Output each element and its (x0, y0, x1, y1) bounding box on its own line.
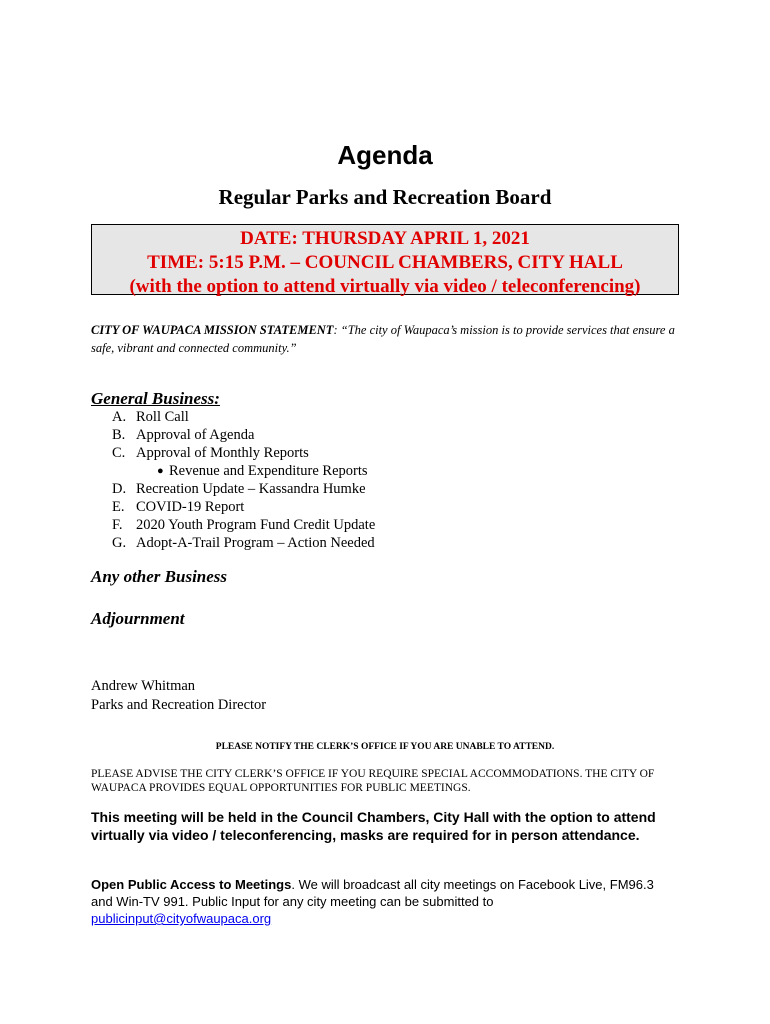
notify-clerk-notice: PLEASE NOTIFY THE CLERK’S OFFICE IF YOU ARE UNABLE TO ATTEND. (215, 742, 555, 752)
item-letter: F. (112, 517, 123, 533)
meeting-virtual-note: (with the option to attend virtually via video / teleconferencing) (129, 276, 641, 297)
item-text: Revenue and Expenditure Reports (169, 463, 368, 479)
item-letter: C. (112, 445, 126, 461)
item-text: COVID-19 Report (136, 499, 245, 515)
item-letter: A. (112, 409, 127, 425)
list-item (112, 426, 672, 444)
agenda-list (112, 408, 672, 552)
item-letter: E. (112, 499, 125, 515)
bullet-icon: ● (157, 465, 164, 477)
list-item (112, 444, 672, 462)
mission-label: CITY OF WAUPACA MISSION STATEMENT (91, 323, 334, 337)
page-title: Agenda (337, 140, 433, 170)
meeting-info-box (91, 224, 679, 295)
list-item (112, 534, 672, 552)
meeting-location-notice: This meeting will be held in the Council Chambers, City Hall with the option to attend virtually via video / teleconferencing, masks are required for in person attendance. (91, 809, 656, 843)
signer-name: Andrew Whitman (91, 678, 196, 694)
general-business-heading: General Business: (91, 389, 220, 408)
meeting-date: DATE: THURSDAY APRIL 1, 2021 (240, 228, 530, 249)
item-text: Adopt-A-Trail Program – Action Needed (136, 535, 375, 551)
item-letter: G. (112, 535, 127, 551)
list-item (112, 498, 672, 516)
item-text: Approval of Agenda (136, 427, 255, 443)
signer-role: Parks and Recreation Director (91, 697, 267, 713)
public-access-notice (91, 876, 671, 927)
public-access-label: Open Public Access to Meetings (91, 877, 292, 892)
meeting-time: TIME: 5:15 P.M. – COUNCIL CHAMBERS, CITY HALL (147, 252, 623, 273)
list-item (112, 408, 672, 426)
item-text: 2020 Youth Program Fund Credit Update (136, 517, 376, 533)
item-letter: D. (112, 481, 127, 497)
item-text: Roll Call (136, 409, 189, 425)
public-input-email-link[interactable]: publicinput@cityofwaupaca.org (91, 911, 272, 926)
adjournment-heading: Adjournment (91, 609, 185, 628)
other-business-heading: Any other Business (91, 567, 228, 586)
sub-list-item (112, 462, 672, 480)
board-subtitle: Regular Parks and Recreation Board (218, 185, 552, 209)
item-letter: B. (112, 427, 126, 443)
list-item (112, 516, 672, 534)
item-text: Approval of Monthly Reports (136, 445, 309, 461)
public-access-text: . We will broadcast all city meetings on Facebook Live, FM96.3 and Win-TV 991. Public Input for any city meeting can be submitted to (91, 877, 654, 909)
mission-text: : “The city of Waupaca’s mission is to provide services that ensure a safe, vibrant and connected community.” (91, 323, 675, 355)
mission-statement (91, 321, 691, 357)
list-item (112, 480, 672, 498)
item-text: Recreation Update – Kassandra Humke (136, 481, 366, 497)
signature-block (91, 677, 266, 715)
accommodations-notice: PLEASE ADVISE THE CITY CLERK’S OFFICE IF YOU REQUIRE SPECIAL ACCOMMODATIONS. THE CITY OF WAUPACA PROVIDES EQUAL OPPORTUNITIES FOR PUBLIC MEETINGS. (91, 768, 655, 794)
